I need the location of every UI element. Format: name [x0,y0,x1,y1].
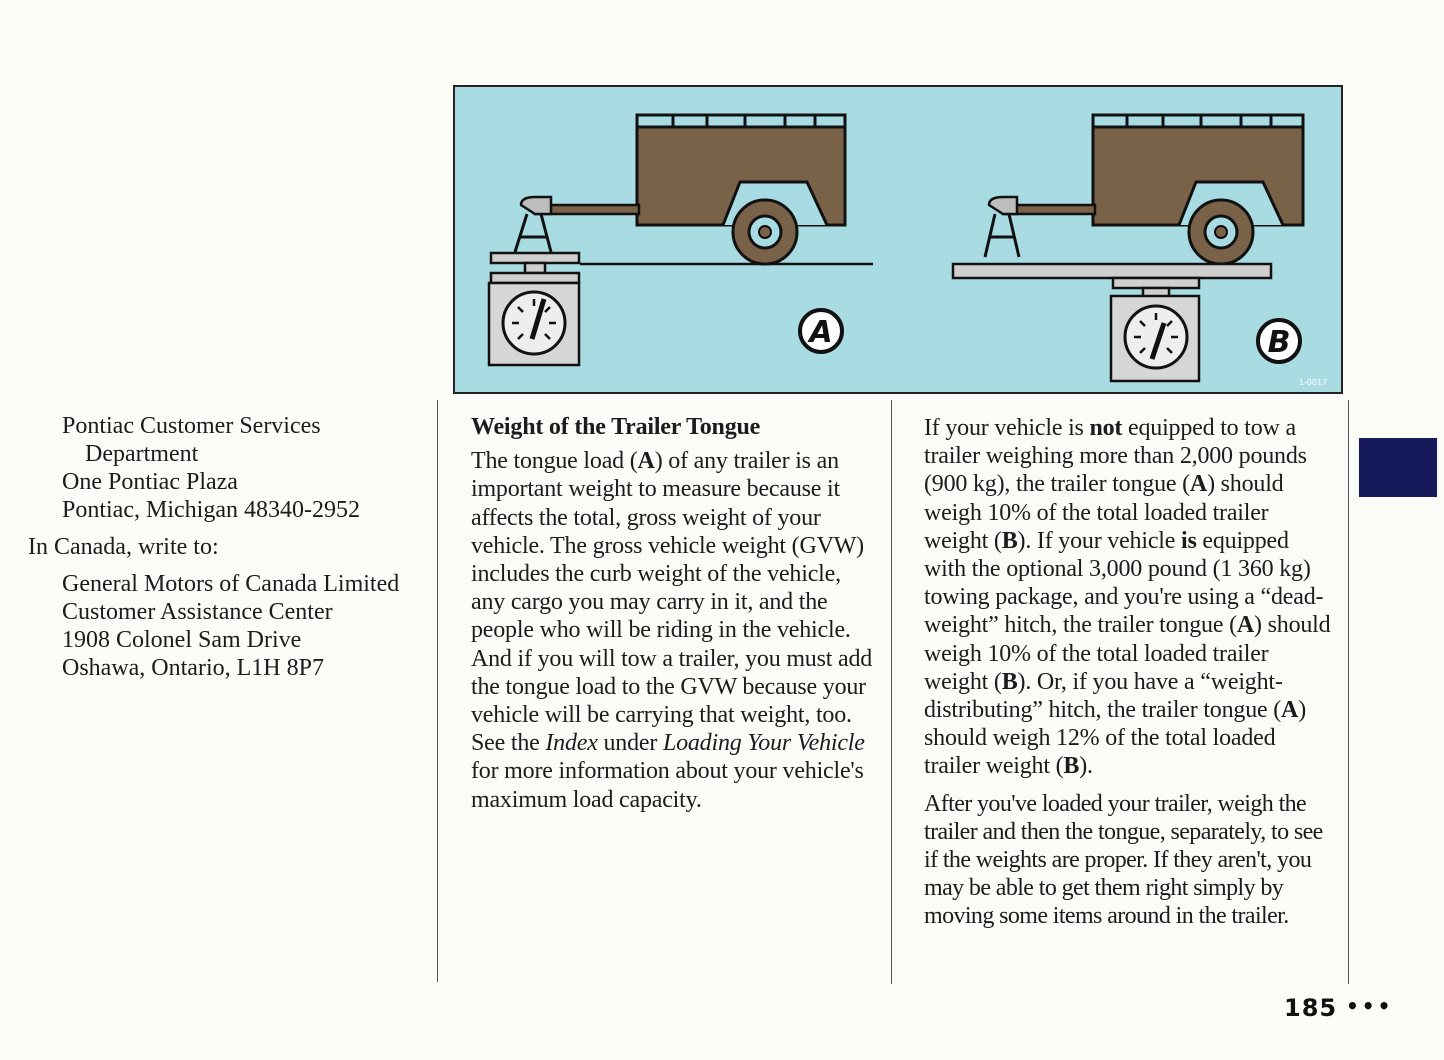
address-us-line2: Department [85,441,199,467]
address-us-line3: One Pontiac Plaza [62,469,238,495]
weighing-paragraph: After you've loaded your trailer, weigh the trailer and then the tongue, separately, to see if the weights are proper. If they aren't, you may be able to get them right simply by moving some items around in the trailer. [924,790,1323,930]
column-rule-right [1348,400,1349,984]
page-dots: ••• [1346,994,1394,1018]
trailer-tongue-illustration [453,85,1343,394]
address-us-line1: Pontiac Customer Services [62,413,321,439]
column-rule-middle [891,400,892,984]
trailer-scale-diagram [455,87,1341,392]
address-ca-line1: General Motors of Canada Limited [62,571,400,597]
tongue-percentage-paragraph: If your vehicle is not equipped to tow a trailer weighing more than 2,000 pounds (900 kg), the trailer tongue (A) should weigh 10% of the total loaded trailer weight (B). If your vehicle is equipped with the optional 3,000 pound (1 360 kg) towing package, and you're using a “dead-weight” hitch, the trailer tongue (A) should weigh 10% of the total loaded trailer weight (B). Or, if you have a “weight-distributing” hitch, the trailer tongue (A) should weigh 12% of the total loaded trailer weight (B). [924,415,1331,780]
tongue-weight-section [471,413,875,814]
trailer-a [515,115,873,264]
label-b [1258,320,1300,362]
address-us-line4: Pontiac, Michigan 48340-2952 [62,497,360,523]
trailer-b [985,115,1303,264]
loading-vehicle-reference: Loading Your Vehicle [662,730,865,757]
section-tab [1359,438,1437,497]
canada-intro: In Canada, write to: [28,534,219,560]
scale-a [489,253,579,365]
index-reference: Index [545,730,598,757]
tongue-load-paragraph: The tongue load (A) of any trailer is an important weight to measure because it affects the total, gross weight of your vehicle. The gross vehicle weight (GVW) includes the curb weight of the vehicle, any cargo you may carry in it, and the people who will be riding in the vehicle. And if you will tow a trailer, you must add the tongue load to the GVW because your vehicle will be carrying that weight, too. See the Index under Loading Your Vehicle for more information about your vehicle's maximum load capacity. [471,448,873,813]
tongue-percentage-section [924,414,1336,931]
address-ca-line4: Oshawa, Ontario, L1H 8P7 [62,655,324,681]
figure-code: 1-0017 [1298,378,1328,387]
svg-text:B: B [1267,325,1291,360]
page-number: 185 [1284,994,1338,1022]
column-rule-left [437,400,438,982]
address-ca-line3: 1908 Colonel Sam Drive [62,627,302,653]
section-heading: Weight of the Trailer Tongue [471,414,761,440]
scale-b [953,264,1271,381]
address-ca-line2: Customer Assistance Center [62,599,333,625]
label-a [800,310,842,352]
svg-text:A: A [809,315,833,350]
